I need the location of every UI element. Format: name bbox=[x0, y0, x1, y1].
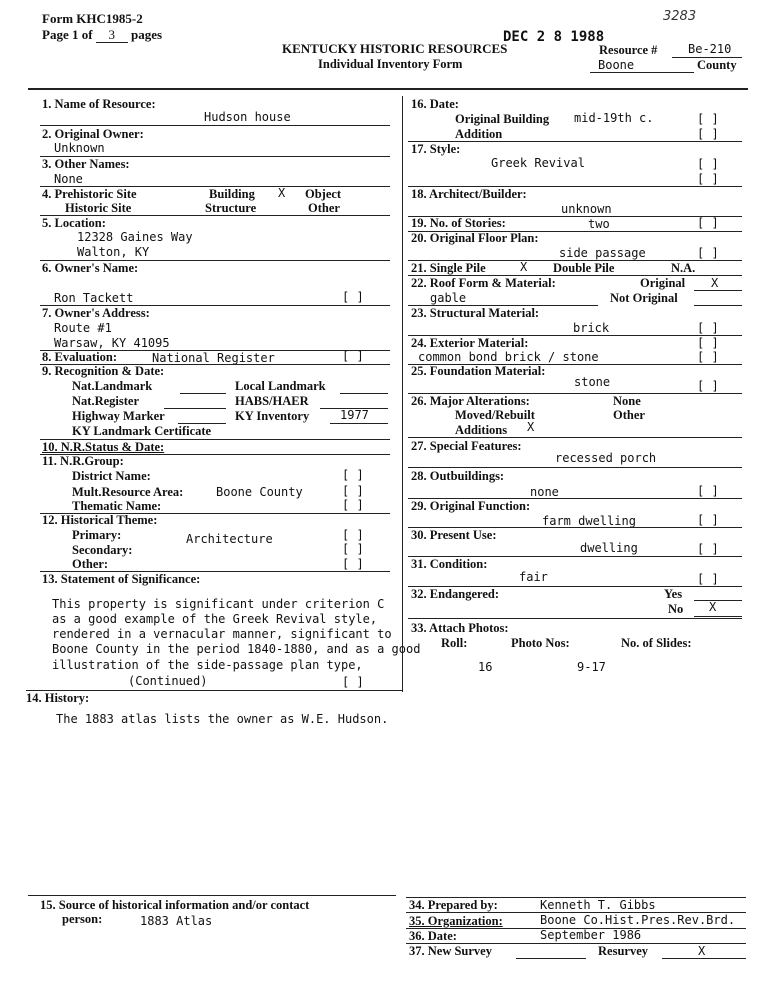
field-13-label: 13. Statement of Significance: bbox=[42, 572, 201, 586]
field-12-primary: Primary: bbox=[72, 528, 122, 542]
field-25-checkbox[interactable]: [ ] bbox=[697, 379, 719, 393]
field-29-label: 29. Original Function: bbox=[411, 499, 531, 513]
county-value: Boone bbox=[598, 58, 635, 72]
field-13-line2[interactable]: as a good example of the Greek Revival style, bbox=[52, 612, 378, 626]
field-9-local: Local Landmark bbox=[235, 379, 326, 393]
field-9-kylandmark: KY Landmark Certificate bbox=[72, 424, 212, 438]
field-12-primary-checkbox[interactable]: [ ] bbox=[342, 528, 364, 542]
field-6-label: 6. Owner's Name: bbox=[42, 261, 139, 275]
field-35-value[interactable]: Boone Co.Hist.Pres.Rev.Brd. bbox=[540, 913, 736, 927]
field-5-line1[interactable]: 12328 Gaines Way bbox=[77, 230, 193, 244]
handwritten-note: 3283 bbox=[663, 9, 697, 24]
field-30-value[interactable]: dwelling bbox=[580, 541, 638, 555]
field-12-primary-value[interactable]: Architecture bbox=[186, 532, 273, 546]
county-underline bbox=[590, 72, 694, 73]
field-34-label: 34. Prepared by: bbox=[409, 898, 498, 912]
rule bbox=[694, 616, 742, 617]
rule bbox=[694, 290, 742, 291]
field-17-value[interactable]: Greek Revival bbox=[491, 156, 585, 170]
field-17-checkbox-a[interactable]: [ ] bbox=[697, 157, 719, 171]
field-25-label: 25. Foundation Material: bbox=[411, 364, 546, 378]
resource-label: Resource # bbox=[599, 43, 658, 57]
field-33-photo-value[interactable]: 9-17 bbox=[577, 660, 606, 674]
field-9-habs: HABS/HAER bbox=[235, 394, 309, 408]
field-33-slides: No. of Slides: bbox=[621, 636, 692, 650]
field-2-label: 2. Original Owner: bbox=[42, 127, 144, 141]
rule bbox=[408, 437, 742, 438]
rule bbox=[516, 958, 586, 959]
field-33-roll-value[interactable]: 16 bbox=[478, 660, 493, 674]
field-30-label: 30. Present Use: bbox=[411, 528, 497, 542]
field-17-label: 17. Style: bbox=[411, 142, 461, 156]
field-5-line2[interactable]: Walton, KY bbox=[77, 245, 150, 259]
field-24-checkbox-b[interactable]: [ ] bbox=[697, 350, 719, 364]
field-22-label: 22. Roof Form & Material: bbox=[411, 276, 556, 290]
field-7-line1[interactable]: Route #1 bbox=[54, 321, 112, 335]
field-3-value[interactable]: None bbox=[54, 172, 83, 186]
field-26-moved: Moved/Rebuilt bbox=[455, 408, 535, 422]
field-9-label: 9. Recognition & Date: bbox=[42, 364, 165, 378]
field-12-secondary-checkbox[interactable]: [ ] bbox=[342, 542, 364, 556]
page-total: 3 bbox=[96, 28, 128, 43]
field-33-roll: Roll: bbox=[441, 636, 468, 650]
field-9-highway: Highway Marker bbox=[72, 409, 165, 423]
rule bbox=[340, 393, 388, 394]
field-26-other: Other bbox=[613, 408, 645, 422]
field-18-label: 18. Architect/Builder: bbox=[411, 187, 527, 201]
field-28-checkbox[interactable]: [ ] bbox=[697, 484, 719, 498]
field-12-other: Other: bbox=[72, 557, 109, 571]
field-31-label: 31. Condition: bbox=[411, 557, 488, 571]
field-1-value[interactable]: Hudson house bbox=[204, 110, 291, 124]
field-16-original-checkbox[interactable]: [ ] bbox=[697, 112, 719, 126]
field-19-value[interactable]: two bbox=[588, 217, 610, 231]
field-31-checkbox[interactable]: [ ] bbox=[697, 572, 719, 586]
field-16-original: Original Building bbox=[455, 112, 550, 126]
field-11-district: District Name: bbox=[72, 469, 151, 483]
field-4-structure: Structure bbox=[205, 201, 257, 215]
field-4-label-historic: Historic Site bbox=[65, 201, 132, 215]
rule bbox=[164, 408, 226, 409]
rule bbox=[408, 618, 742, 619]
field-9-kyinv-value[interactable]: 1977 bbox=[340, 408, 369, 422]
field-13-line5[interactable]: illustration of the side-passage plan type, bbox=[52, 658, 363, 672]
column-divider bbox=[402, 96, 403, 692]
field-32-yes: Yes bbox=[664, 587, 683, 601]
field-11-district-checkbox[interactable]: [ ] bbox=[342, 468, 364, 482]
resource-number: Be-210 bbox=[688, 42, 732, 56]
field-9-natlandmark: Nat.Landmark bbox=[72, 379, 153, 393]
field-11-mult-value[interactable]: Boone County bbox=[216, 485, 303, 499]
rule bbox=[694, 600, 742, 601]
field-14-value[interactable]: The 1883 atlas lists the owner as W.E. Hudson. bbox=[56, 712, 389, 726]
field-11-mult: Mult.Resource Area: bbox=[72, 485, 184, 499]
form-id: Form KHC1985-2 bbox=[42, 11, 143, 26]
field-4-label-prehistoric: 4. Prehistoric Site bbox=[42, 187, 137, 201]
field-11-label: 11. N.R.Group: bbox=[42, 454, 124, 468]
rule bbox=[408, 467, 742, 468]
field-23-checkbox[interactable]: [ ] bbox=[697, 321, 719, 335]
field-1-label: 1. Name of Resource: bbox=[42, 97, 156, 111]
rule bbox=[330, 423, 388, 424]
field-37-resurvey: Resurvey bbox=[598, 944, 648, 958]
field-26-label: 26. Major Alterations: bbox=[411, 394, 530, 408]
rule bbox=[662, 958, 746, 959]
field-6-checkbox[interactable]: [ ] bbox=[342, 290, 364, 304]
field-36-value[interactable]: September 1986 bbox=[540, 928, 642, 942]
field-30-checkbox[interactable]: [ ] bbox=[697, 542, 719, 556]
field-31-value[interactable]: fair bbox=[519, 570, 548, 584]
field-15-value[interactable]: 1883 Atlas bbox=[140, 914, 213, 928]
field-33-label: 33. Attach Photos: bbox=[411, 621, 509, 635]
field-21-mark[interactable]: X bbox=[520, 260, 528, 274]
field-8-checkbox[interactable]: [ ] bbox=[342, 349, 364, 363]
form-subtitle: Individual Inventory Form bbox=[318, 57, 463, 71]
field-19-label: 19. No. of Stories: bbox=[411, 216, 506, 230]
form-title: KENTUCKY HISTORIC RESOURCES bbox=[282, 41, 508, 56]
field-13-continued: (Continued) bbox=[128, 674, 208, 688]
field-21-na: N.A. bbox=[671, 261, 696, 275]
field-14-label: 14. History: bbox=[26, 691, 90, 705]
field-4-building: Building bbox=[209, 187, 255, 201]
field-12-other-checkbox[interactable]: [ ] bbox=[342, 557, 364, 571]
field-11-thematic: Thematic Name: bbox=[72, 499, 162, 513]
field-24-value[interactable]: common bond brick / stone bbox=[418, 350, 599, 364]
field-20-checkbox[interactable]: [ ] bbox=[697, 246, 719, 260]
field-19-checkbox[interactable]: [ ] bbox=[697, 216, 719, 230]
field-4-building-mark[interactable]: X bbox=[278, 186, 286, 200]
field-4-object: Object bbox=[305, 187, 342, 201]
field-16-addition: Addition bbox=[455, 127, 503, 141]
field-24-label: 24. Exterior Material: bbox=[411, 336, 529, 350]
field-35-label: 35. Organization: bbox=[409, 914, 503, 928]
field-22-original-mark[interactable]: X bbox=[711, 276, 719, 290]
field-7-line2[interactable]: Warsaw, KY 41095 bbox=[54, 336, 170, 350]
field-36-label: 36. Date: bbox=[409, 929, 457, 943]
field-22-original: Original bbox=[640, 276, 686, 290]
field-29-value[interactable]: farm dwelling bbox=[542, 514, 636, 528]
field-22-value[interactable]: gable bbox=[430, 291, 467, 305]
field-21-double: Double Pile bbox=[553, 261, 615, 275]
field-8-value[interactable]: National Register bbox=[152, 351, 275, 365]
field-20-label: 20. Original Floor Plan: bbox=[411, 231, 539, 245]
field-6-value[interactable]: Ron Tackett bbox=[54, 291, 134, 305]
county-label: County bbox=[697, 58, 737, 72]
field-37-new-survey: 37. New Survey bbox=[409, 944, 492, 958]
received-stamp: DEC 2 8 1988 bbox=[503, 29, 605, 45]
rule bbox=[180, 393, 226, 394]
field-37-resurvey-mark[interactable]: X bbox=[698, 944, 706, 958]
field-11-thematic-checkbox[interactable]: [ ] bbox=[342, 498, 364, 512]
field-28-label: 28. Outbuildings: bbox=[411, 469, 505, 483]
field-28-value[interactable]: none bbox=[530, 485, 559, 499]
field-12-label: 12. Historical Theme: bbox=[42, 513, 158, 527]
field-27-label: 27. Special Features: bbox=[411, 439, 522, 453]
field-32-no: No bbox=[668, 602, 684, 616]
field-11-mult-checkbox[interactable]: [ ] bbox=[342, 484, 364, 498]
field-25-value[interactable]: stone bbox=[574, 375, 611, 389]
field-2-value[interactable]: Unknown bbox=[54, 141, 105, 155]
field-29-checkbox[interactable]: [ ] bbox=[697, 513, 719, 527]
rule bbox=[40, 125, 390, 126]
field-22-not-original: Not Original bbox=[610, 291, 678, 305]
page-count bbox=[42, 28, 162, 43]
field-13-checkbox[interactable]: [ ] bbox=[342, 675, 364, 689]
rule bbox=[694, 305, 742, 306]
field-9-natreg: Nat.Register bbox=[72, 394, 139, 408]
field-12-secondary: Secondary: bbox=[72, 543, 133, 557]
page-suffix: pages bbox=[131, 27, 163, 42]
page-prefix: Page 1 of bbox=[42, 27, 93, 42]
field-18-value[interactable]: unknown bbox=[561, 202, 612, 216]
rule bbox=[28, 895, 396, 896]
field-10-label: 10. N.R.Status & Date: bbox=[42, 440, 165, 454]
field-13-line3[interactable]: rendered in a vernacular manner, significant to bbox=[52, 627, 392, 641]
field-23-label: 23. Structural Material: bbox=[411, 306, 540, 320]
field-4-other: Other bbox=[308, 201, 340, 215]
field-13-line1[interactable]: This property is significant under criterion C bbox=[52, 597, 385, 611]
field-16-label: 16. Date: bbox=[411, 97, 459, 111]
field-16-original-value[interactable]: mid-19th c. bbox=[574, 111, 654, 125]
field-26-additions: Additions bbox=[455, 423, 508, 437]
field-27-value[interactable]: recessed porch bbox=[555, 451, 657, 465]
field-15-person-label: person: bbox=[62, 912, 103, 926]
field-17-checkbox-b[interactable]: [ ] bbox=[697, 172, 719, 186]
field-8-label: 8. Evaluation: bbox=[42, 350, 118, 364]
field-20-value[interactable]: side passage bbox=[559, 246, 646, 260]
field-32-no-mark[interactable]: X bbox=[709, 600, 717, 614]
field-26-additions-mark[interactable]: X bbox=[527, 420, 535, 434]
field-5-label: 5. Location: bbox=[42, 216, 106, 230]
field-7-label: 7. Owner's Address: bbox=[42, 306, 150, 320]
field-3-label: 3. Other Names: bbox=[42, 157, 130, 171]
field-23-value[interactable]: brick bbox=[573, 321, 610, 335]
field-26-none: None bbox=[613, 394, 641, 408]
field-32-label: 32. Endangered: bbox=[411, 587, 499, 601]
field-13-line4[interactable]: Boone County in the period 1840-1880, and as a good bbox=[52, 642, 421, 656]
field-34-value[interactable]: Kenneth T. Gibbs bbox=[540, 898, 656, 912]
field-15-label: 15. Source of historical information and/or contact bbox=[40, 898, 310, 912]
field-9-kyinv: KY Inventory bbox=[235, 409, 310, 423]
field-21-label: 21. Single Pile bbox=[411, 261, 486, 275]
field-24-checkbox-a[interactable]: [ ] bbox=[697, 336, 719, 350]
header-rule bbox=[28, 88, 748, 90]
field-33-photo-nos: Photo Nos: bbox=[511, 636, 570, 650]
field-16-addition-checkbox[interactable]: [ ] bbox=[697, 127, 719, 141]
